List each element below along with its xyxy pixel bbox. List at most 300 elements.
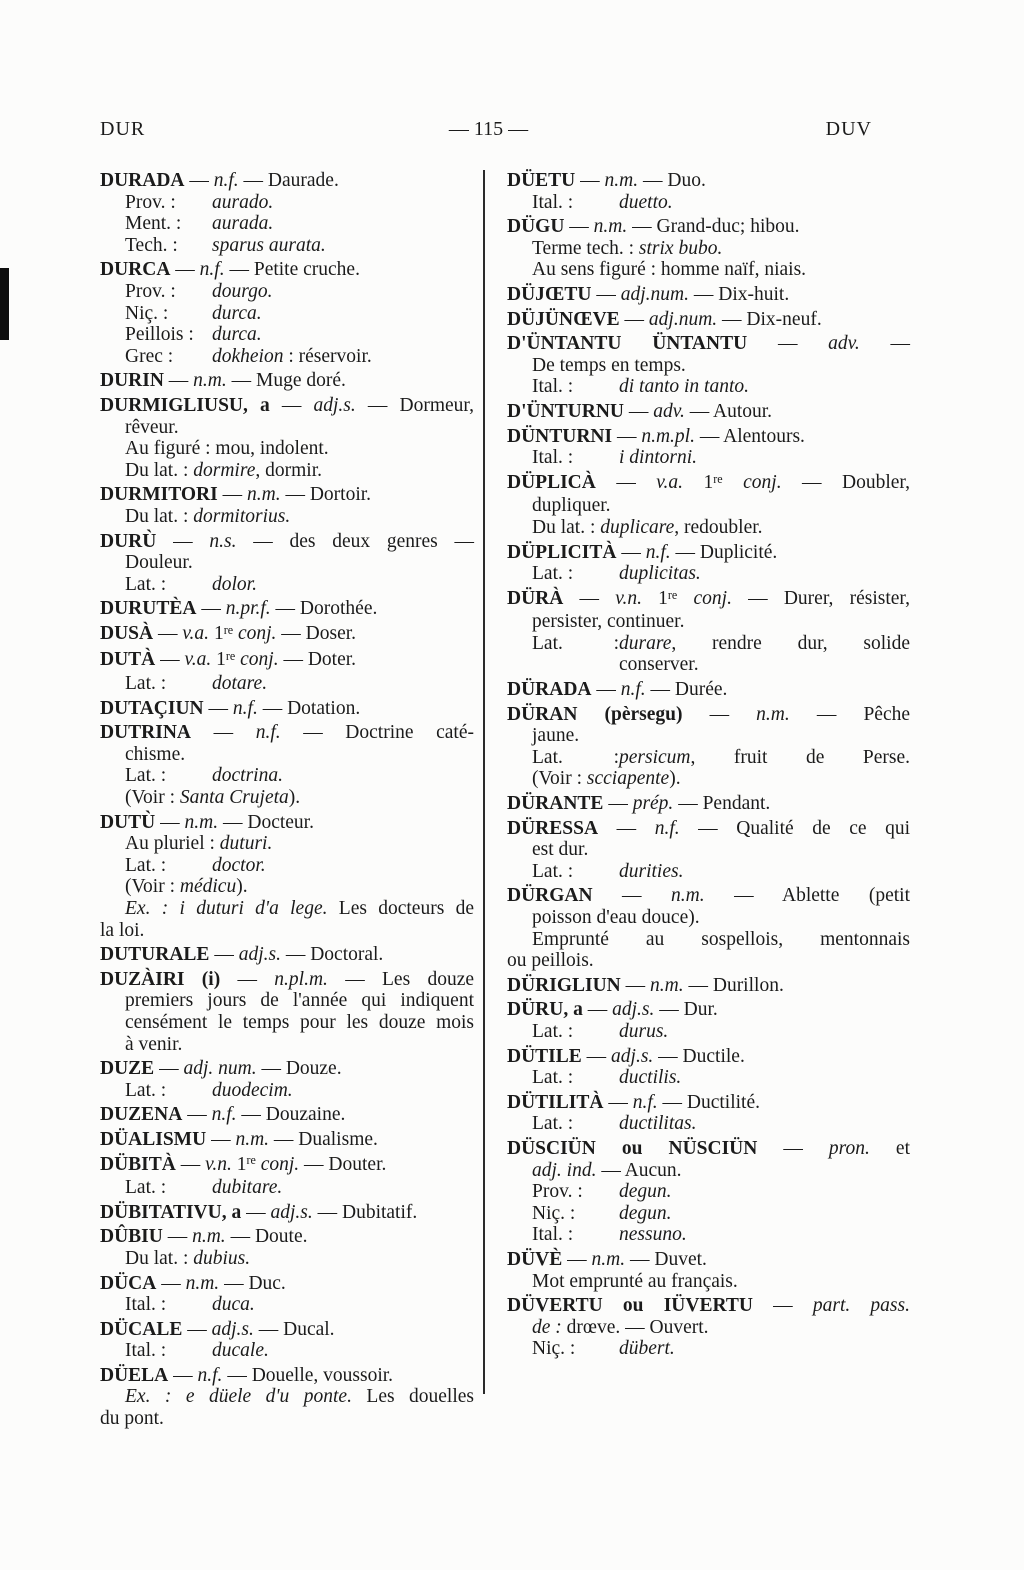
entry-line [100,598,474,620]
dictionary-entry [507,885,910,971]
dictionary-entry [507,1295,910,1360]
entry-text: — [220,968,275,990]
entry-text: — Doser. [276,622,357,644]
entry-text [723,472,743,493]
entry-text: conj. [743,471,782,493]
entry-text: rêveur. [125,416,179,438]
entry-text: n.m. [235,1128,270,1150]
entry-text: — Duvet. [625,1248,707,1270]
entry-line [507,426,910,448]
entry-line [100,969,474,991]
entry-text: — Doute. [225,1226,308,1248]
entry-text: ducale. [212,1340,269,1362]
entry-text: doctor. [212,854,266,876]
dictionary-entry [507,1046,910,1089]
entry-line [125,1294,474,1316]
entry-line [100,920,474,942]
entry-text: — Dur. [654,999,718,1021]
entry-text: n.m. [650,974,684,996]
dictionary-entry [100,969,474,1055]
entry-text: ou peillois. [507,950,594,972]
entry-text: durities. [619,860,684,882]
headword: D'ÜNTANTU ÜNTANTU [507,333,748,355]
entry-text: — [624,400,654,422]
headword: DUTÀ [100,649,156,671]
entry-text: Niç. : [532,1338,576,1360]
dictionary-entry [507,426,910,469]
entry-line [532,1021,910,1043]
entry-text: conj. [693,587,732,609]
headword: DUZÀIRI (i) [100,968,221,990]
entry-line [100,1226,474,1248]
entry-line [507,401,910,423]
entry-text: dormire [193,459,256,481]
dictionary-entry [100,722,474,808]
entry-line [507,333,910,355]
entry-text: — Petite cruche. [224,259,360,281]
entry-text: n.m. [756,703,790,725]
entry-text: — [203,697,233,719]
entry-text: Lat. : [532,1020,574,1042]
entry-line [100,1129,474,1151]
entry-line [619,654,910,676]
entry-text: — [859,333,910,355]
entry-text: — [155,649,185,671]
entry-line [507,542,910,564]
entry-line [507,309,910,331]
entry-line [507,975,910,997]
entry-text: — [153,622,183,644]
entry-line [125,898,474,920]
entry-text: Prov. : [125,191,176,213]
entry-text: Niç. : [125,302,169,324]
entry-text: adj.num. [620,283,690,305]
entry-text: — Ablette (petit [704,885,910,907]
entry-line [125,1248,474,1270]
running-head-right-keyword: DUV [825,118,872,140]
entry-line [532,747,910,769]
entry-text: Ital. : [532,191,574,213]
entry-text: 1 [209,622,224,644]
entry-line [100,722,474,744]
headword: D'ÜNTURNU [507,400,624,422]
dictionary-entry [100,1273,474,1316]
entry-line [100,1365,474,1387]
entry-text: Ital. : [532,376,574,398]
entry-text: — Durée. [645,679,728,701]
entry-text: ). [669,768,681,790]
entry-line [100,1154,474,1178]
dictionary-entry [100,1129,474,1151]
headword: DÜNTURNI [507,425,613,447]
entry-text [677,588,693,609]
entry-text: duturi. [219,833,273,855]
dictionary-entry [100,944,474,966]
entry-line [532,725,910,747]
entry-text: — Aucun. [596,1159,682,1181]
entry-text: di tanto in tanto. [619,376,750,398]
entry-text: — Les douze [327,968,475,990]
headword: DÜRAN (pèrsegu) [507,703,683,725]
entry-text: — Duplicité. [670,541,778,563]
dictionary-entry [100,484,474,527]
entry-text: — Doubler, [781,471,911,493]
entry-text: pron. [828,1137,870,1159]
entry-text: adj.s. [611,1045,654,1067]
entry-text: dokheion [212,345,284,367]
dictionary-entry [507,1249,910,1292]
entry-text: — [616,541,646,563]
headword: DÜPLICITÀ [507,541,617,563]
entry-line [100,1319,474,1341]
entry-text: — Autour. [684,400,773,422]
entry-text: n.m. [593,216,628,238]
entry-line [125,787,474,809]
entry-line [125,438,474,460]
entry-text: — [175,1153,206,1175]
dictionary-entry [100,812,474,942]
dictionary-entry [507,542,910,585]
entry-text: — [620,974,651,996]
entry-line [507,284,910,306]
entry-line [507,1092,910,1114]
entry-text: — [206,1128,236,1150]
entry-text: duodecim. [212,1079,293,1101]
entry-line [507,818,910,840]
entry-text: scciapente [586,768,670,790]
entry-line [532,1113,910,1135]
entry-text: — Douelle, voussoir. [222,1364,394,1386]
entry-text: n.m. [192,1226,226,1248]
entry-text: Ital. : [532,447,574,469]
entry-text: adj.s. [211,1318,254,1340]
dictionary-entry [100,1202,474,1224]
entry-text: n.f. [255,722,281,744]
entry-text: , dormir. [255,459,322,481]
entry-line [532,1181,910,1203]
headword: DÜJÜNŒVE [507,308,620,330]
entry-text: Du lat. : [125,459,194,481]
entry-line [532,259,910,281]
entry-text: n.f. [632,1091,658,1113]
column-right [507,170,910,1360]
entry-text: prép. [632,793,674,815]
running-head-left-keyword: DUR [100,118,146,140]
entry-text: Du lat. : [125,505,194,527]
entry-text: Niç. : [532,1202,576,1224]
entry-text: — [581,1045,612,1067]
entry-line [507,950,910,972]
entry-text: ). [236,876,248,898]
entry-line [532,1067,910,1089]
dictionary-entry [100,1226,474,1269]
entry-text: degun. [619,1202,672,1224]
entry-text: , redoubler. [674,516,763,538]
entry-text: — des deux genres — [236,530,475,552]
headword: DUSÀ [100,622,154,644]
entry-text: Mot emprunté au français. [532,1270,738,1292]
entry-line [507,999,910,1021]
entry-text: Au pluriel : [125,833,220,855]
entry-text: — Pêche [789,703,911,725]
entry-text: — [184,170,214,191]
column-divider [483,170,485,1394]
headword: DÜBITATIVU, a [100,1201,242,1223]
dictionary-entry [507,975,910,997]
headword: DÜJŒTU [507,283,592,305]
entry-text: drœve. — Ouvert. [561,1316,709,1338]
dictionary-entry [100,623,474,647]
entry-text: Lat. : [125,1177,167,1199]
entry-text: — Muge doré. [226,370,346,392]
entry-text: — [598,817,655,839]
headword: DÜGU [507,216,565,238]
entry-text: durca. [212,324,262,346]
entry-line [125,303,474,325]
entry-text: censément le temps pour les douze mois [125,1011,474,1033]
entry-text: — [603,793,633,815]
entry-text: — [155,811,185,833]
headword: DÜRÀ [507,587,564,609]
entry-text: re [667,587,678,602]
entry-line [125,1177,474,1199]
entry-text: v.n. [205,1153,232,1175]
entry-text: Ital. : [125,1340,167,1362]
text-columns [100,170,910,1430]
entry-text: Du lat. : [532,516,601,538]
entry-text: Lat. : [125,573,167,595]
entry-line [125,1080,474,1102]
entry-text: Les docteurs de [327,898,474,919]
entry-line [532,839,910,861]
entry-text: Prov. : [125,280,176,302]
entry-text: — [757,1137,829,1159]
entry-line [532,768,910,790]
entry-text: , fruit de Perse. [690,746,910,768]
headword: DÜTILE [507,1045,582,1067]
entry-text: Emprunté au sospellois, mentonnais [532,928,910,950]
entry-line [532,1317,910,1339]
entry-text: adj. num. [183,1058,257,1080]
entry-text: — [564,216,594,238]
entry-text: — [575,170,605,191]
headword: DÜELA [100,1364,169,1386]
entry-text: — [747,333,829,355]
entry-text: adj.num. [648,308,718,330]
headword: DÜVÈ [507,1248,563,1270]
headword: DÜALISMU [100,1128,207,1150]
entry-text: — Dix-neuf. [717,308,822,330]
entry-text: n.pr.f. [225,598,271,620]
entry-text: aurada. [212,213,274,235]
entry-text: — [182,1318,212,1340]
entry-text: Peillois : [125,324,194,346]
entry-line [100,370,474,392]
entry-text: 1 [211,649,226,671]
entry-text: n.m. [193,370,227,392]
entry-text: — [563,587,616,609]
entry-line [125,1034,474,1056]
entry-text: — [682,703,757,725]
entry-line [532,238,910,260]
entry-line [125,506,474,528]
entry-line [125,1386,474,1408]
entry-text: Ex. : e düele d'u ponte. [125,1386,352,1408]
dictionary-entry [507,679,910,701]
entry-text: 1 [641,587,668,609]
entry-line [125,744,474,766]
entry-line [532,1224,910,1246]
entry-text: (Voir : [125,787,180,809]
dictionary-entry [507,704,910,790]
entry-line [125,1012,474,1034]
entry-text: n.m. [184,811,219,833]
entry-text: — [592,885,672,907]
headword: DÜSCIÜN ou NÜSCIÜN [507,1137,758,1159]
entry-line [100,531,474,553]
entry-text: duca. [212,1294,255,1316]
entry-line [125,460,474,482]
entry-text: conserver. [619,654,699,676]
entry-text: adv. [828,333,860,355]
dictionary-entry [507,309,910,331]
dictionary-entry [100,598,474,620]
entry-line [100,944,474,966]
headword: DURMIGLIUSU, a [100,394,270,416]
dictionary-entry [100,1319,474,1362]
entry-text: — Douter. [299,1153,387,1175]
entry-text: nessuno. [619,1224,687,1246]
dictionary-entry [507,818,910,883]
entry-text: Terme tech. : [532,237,639,259]
entry-text: — [562,1248,592,1270]
entry-text: — [162,1226,193,1248]
entry-text: chisme. [125,743,186,765]
dictionary-entry [507,999,910,1042]
entry-text: — Grand-duc; hibou. [627,216,800,238]
entry-text: — Dix-huit. [689,283,790,305]
headword: DURADA [100,170,185,191]
entry-text: — [612,425,642,447]
entry-text: re [223,622,234,637]
entry-text: ductilis. [619,1067,682,1089]
entry-text: — Dortoir. [280,484,372,506]
entry-line [532,633,910,655]
entry-text: Du lat. : [125,1247,194,1269]
headword: DÜRESSA [507,817,599,839]
entry-line [100,1408,474,1430]
column-left [100,170,474,1430]
headword: DUTÙ [100,811,156,833]
entry-text: 1 [231,1153,247,1175]
entry-line [125,346,474,368]
entry-text: — [156,530,210,552]
entry-text: — [168,1364,198,1386]
entry-line [100,1202,474,1224]
entry-text: Les douelles [351,1386,474,1408]
dictionary-entry [507,472,910,539]
entry-text: — Qualité de ce qui [679,817,911,839]
entry-line [100,1058,474,1080]
entry-text: premiers jours de l'année qui indiquent [125,990,474,1012]
headword: DÜVERTU ou IÜVERTU [507,1295,753,1317]
entry-text: Lat. : [125,854,167,876]
entry-text: v.a. [184,649,212,671]
entry-text: v.a. [182,622,210,644]
entry-text: médicu [179,876,237,898]
entry-text: — Dorothée. [270,598,378,620]
entry-line [125,574,474,596]
entry-text: adj. ind. [532,1159,597,1181]
entry-text: n.f. [197,1364,223,1386]
entry-line [125,765,474,787]
entry-line [125,417,474,439]
entry-line [125,990,474,1012]
entry-text: conj. [237,622,277,644]
headword: DÜETU [507,170,576,191]
dictionary-entry [100,370,474,392]
headword: DÜPLICÀ [507,471,596,493]
entry-text: re [713,471,723,486]
entry-text: n.f. [232,697,258,719]
entry-text: — Duc. [219,1272,286,1294]
dictionary-entry [100,1154,474,1199]
entry-text: strix bubo. [638,237,723,259]
dictionary-entry [507,284,910,306]
entry-text: re [225,649,236,664]
entry-text: poisson d'eau douce). [532,907,700,928]
entry-line [100,395,474,417]
headword: DURÙ [100,530,157,552]
entry-text: n.f. [213,170,239,191]
entry-text: dourgo. [212,280,273,302]
entry-text: Lat. : [125,673,167,695]
entry-line [125,213,474,235]
entry-text: n.f. [654,817,680,839]
headword: DUZE [100,1058,155,1080]
entry-text: — [603,1091,633,1113]
entry-text: Ital. : [125,1294,167,1316]
entry-line [532,355,910,377]
entry-text: Lat. : [532,746,619,768]
entry-text: — Pendant. [673,793,771,815]
entry-text: — Dubitatif. [312,1201,418,1223]
entry-line [532,1203,910,1225]
entry-text: part. pass. [812,1295,910,1317]
entry-line [532,447,910,469]
entry-line [532,929,910,951]
entry-line [532,495,910,517]
entry-text: — [582,999,613,1021]
entry-text: durca. [212,302,262,324]
entry-text: — Ductile. [653,1045,745,1067]
entry-text: Tech. : [125,234,178,256]
entry-text: n.m.pl. [641,425,695,447]
entry-text: — [619,308,649,330]
entry-text: — Dualisme. [269,1128,378,1150]
dictionary-entry [507,1092,910,1135]
entry-text: — Ductilité. [657,1091,760,1113]
entry-text: — [182,1104,212,1126]
entry-line [507,216,910,238]
headword: DÜTILITÀ [507,1091,604,1113]
headword: DÜCALE [100,1318,183,1340]
dictionary-entry [100,531,474,596]
entry-line [507,1138,910,1160]
headword: DUTURALE [100,944,210,966]
entry-text: n.m. [185,1272,220,1294]
dictionary-entry [100,170,474,256]
